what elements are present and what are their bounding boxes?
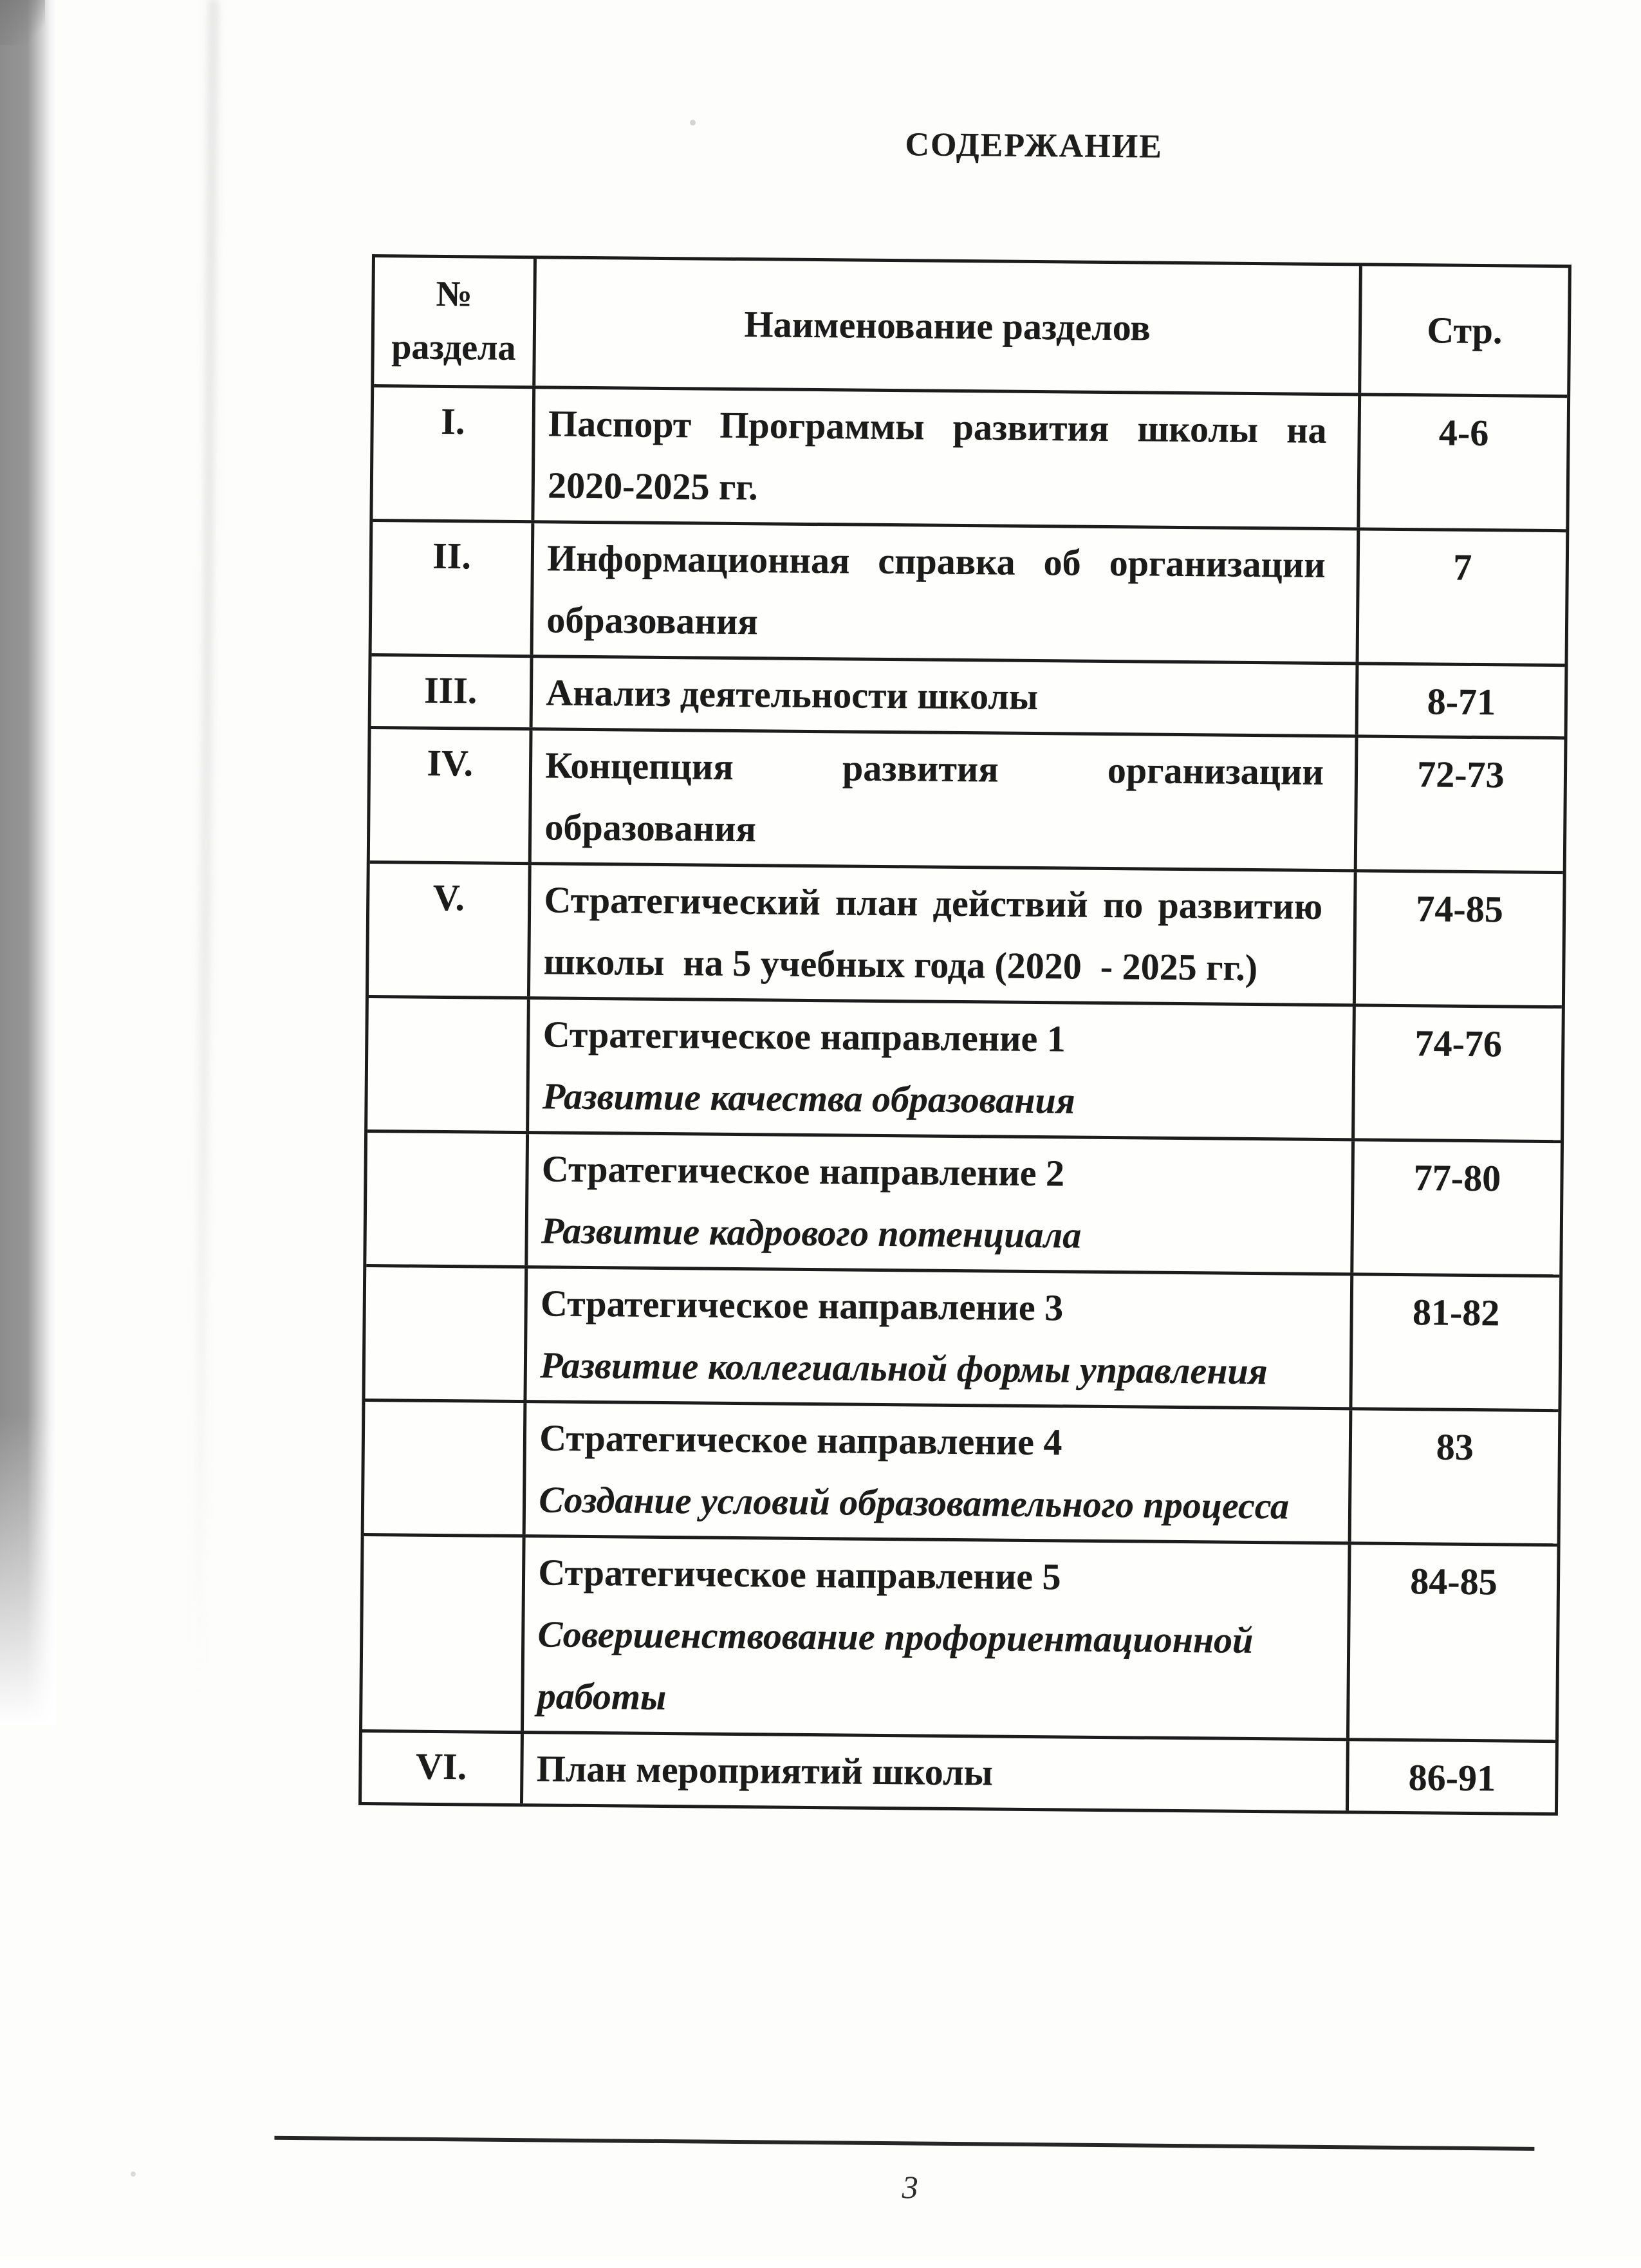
table-row: [364, 1402, 1559, 1547]
cell-pages: 74-76: [1414, 1022, 1503, 1065]
footer-rule: [274, 2136, 1534, 2151]
toc-line: Стратегическое направление 4: [539, 1417, 1062, 1464]
header-col-section-title: Наименование разделов: [536, 259, 1362, 393]
cell-pages: 8-71: [1427, 680, 1496, 723]
toc-line: Стратегическое направление 3: [540, 1282, 1064, 1329]
cell-section-title: [532, 730, 1358, 869]
toc-line: Развитие качества образования: [542, 1075, 1075, 1122]
cell-section-number: [365, 1267, 528, 1400]
toc-line: План мероприятий школы: [536, 1747, 994, 1794]
cell-section-number: [367, 998, 530, 1131]
table-row: [366, 1133, 1561, 1278]
cell-section-title: [533, 658, 1358, 734]
toc-line: Развитие коллегиальной формы управления: [539, 1344, 1268, 1393]
cell-pages: 7: [1452, 546, 1472, 588]
table-header-row: [374, 257, 1568, 398]
cell-section-number: V.: [369, 864, 532, 996]
cell-pages: 84-85: [1410, 1560, 1497, 1603]
scan-crease-line: [194, 0, 217, 1698]
toc-line: Паспорт Программы развития школы на: [548, 402, 1327, 451]
toc-line: Информационная справка об организации: [546, 537, 1326, 586]
toc-line: Анализ деятельности школы: [546, 671, 1039, 718]
table-row: [369, 864, 1563, 1009]
toc-line: Совершенствование профориентационной: [537, 1613, 1254, 1662]
cell-pages: 74-85: [1416, 888, 1504, 931]
cell-section-title: [524, 1538, 1351, 1738]
cell-pages: 4-6: [1438, 411, 1489, 454]
cell-pages: 72-73: [1417, 753, 1505, 796]
cell-section-number: II.: [372, 522, 535, 655]
cell-section-number: VI.: [362, 1733, 524, 1803]
toc-line: образования: [544, 806, 757, 850]
cell-section-number: [366, 1133, 529, 1265]
toc-line: образования: [546, 599, 758, 643]
table-row: [372, 522, 1566, 667]
header-section-word: раздела: [391, 327, 516, 368]
toc-line: Концепция развития организации: [545, 744, 1324, 793]
table-row: [365, 1267, 1559, 1412]
toc-line: Стратегическое направление 1: [542, 1013, 1066, 1060]
cell-pages: 77-80: [1413, 1157, 1501, 1200]
scan-speck: [131, 2171, 136, 2177]
header-col-section-number: [374, 257, 537, 386]
cell-section-title: [523, 1734, 1349, 1810]
toc-table: [358, 254, 1571, 1816]
table-row: [370, 729, 1564, 874]
toc-line: Стратегическое направление 5: [538, 1551, 1061, 1598]
header-col-pages: Стр.: [1427, 309, 1503, 352]
table-row: [362, 1733, 1555, 1812]
toc-line: 2020-2025 гг.: [547, 464, 758, 508]
cell-section-title: [526, 1403, 1352, 1541]
cell-section-number: I.: [373, 387, 535, 520]
cell-section-number: III.: [371, 656, 533, 727]
cell-section-title: [535, 389, 1361, 527]
table-row: [373, 387, 1567, 532]
cell-section-title: [528, 1134, 1355, 1272]
cell-pages: 81-82: [1412, 1291, 1500, 1334]
toc-line: Создание условий образовательного процесса: [539, 1478, 1290, 1527]
cell-section-number: IV.: [370, 729, 533, 862]
table-row: [362, 1536, 1557, 1743]
header-number-sign: №: [436, 274, 473, 315]
scan-speck: [690, 120, 696, 125]
toc-line: Стратегическое направление 2: [541, 1148, 1065, 1194]
cell-section-title: [527, 1269, 1353, 1407]
table-row: [367, 998, 1562, 1143]
cell-section-number: [364, 1402, 527, 1534]
cell-section-title: [530, 865, 1357, 1003]
table-row: [371, 656, 1565, 739]
toc-line: работы: [537, 1675, 667, 1718]
cell-section-title: [533, 523, 1360, 662]
cell-section-title: [529, 999, 1355, 1138]
toc-line: школы на 5 учебных года (2020 - 2025 гг.): [543, 940, 1258, 989]
toc-line: Стратегический план действий по развитию: [544, 878, 1323, 927]
page-number: 3: [902, 2169, 919, 2206]
toc-line: Развитие кадрового потенциала: [541, 1209, 1082, 1256]
cell-section-number: [362, 1536, 526, 1731]
page-title: СОДЕРЖАНИЕ: [905, 126, 1164, 165]
cell-pages: 83: [1436, 1426, 1474, 1469]
cell-pages: 86-91: [1408, 1756, 1496, 1799]
